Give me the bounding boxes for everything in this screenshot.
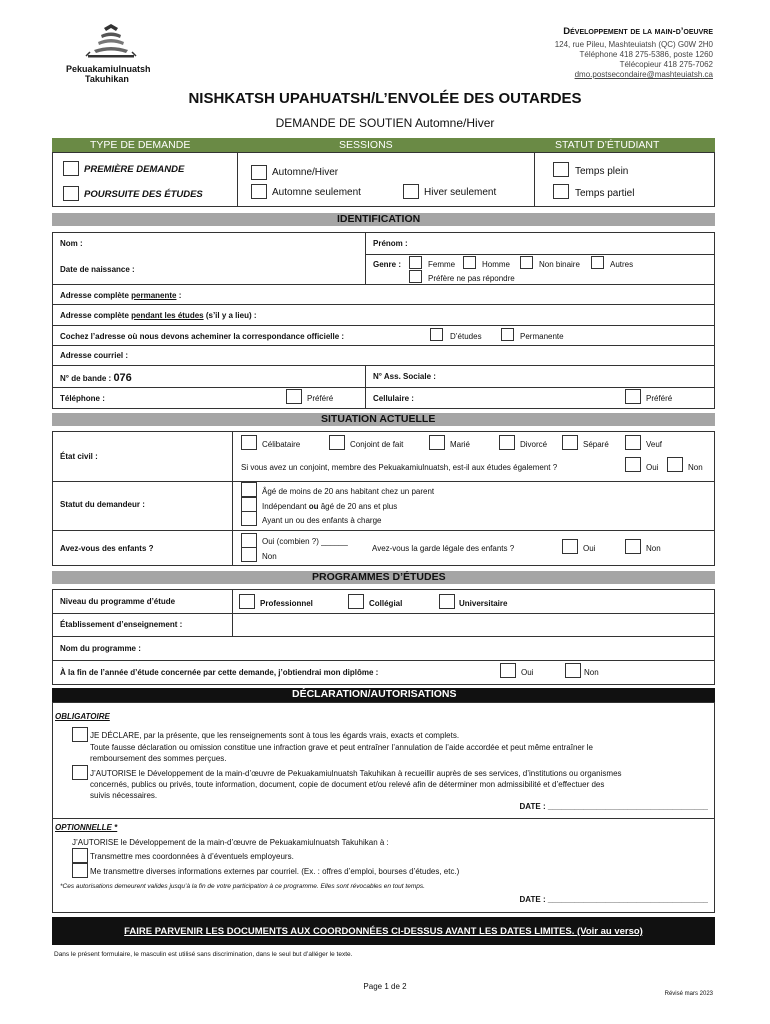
- autres-checkbox[interactable]: [591, 256, 604, 269]
- programmes-heading: PROGRAMMES D’ÉTUDES: [312, 571, 446, 583]
- optional-intro: J’AUTORISE le Développement de la main-d’œuvre de Pekuakamiulnuatsh Takuhikan à :: [72, 838, 389, 847]
- org-logo: [76, 22, 146, 62]
- statut-2-checkbox[interactable]: [241, 497, 257, 512]
- telephone-label: Téléphone :: [60, 394, 105, 403]
- universitaire-checkbox[interactable]: [439, 594, 455, 609]
- autres-label: Autres: [610, 260, 634, 269]
- nom-label: Nom :: [60, 239, 83, 248]
- diplome-question: À la fin de l’année d’étude concernée par cette demande, j’obtiendrai mon diplôme :: [60, 668, 379, 677]
- identification-table: [52, 232, 715, 409]
- fall-winter-label: Automne/Hiver: [272, 167, 339, 178]
- addr-perm-label: Adresse complète permanente :: [60, 291, 182, 300]
- cell-prefere-label: Préféré: [646, 394, 673, 403]
- winter-only-checkbox[interactable]: [403, 184, 419, 199]
- statut-3-label: Ayant un ou des enfants à charge: [262, 516, 382, 525]
- separe-label: Séparé: [583, 440, 609, 449]
- footer-banner-text: FAIRE PARVENIR LES DOCUMENTS AUX COORDONNÉES CI-DESSUS AVANT LES DATES LIMITES. (Voir au verso): [124, 926, 643, 937]
- authorize-line-3: suivis nécessaires.: [90, 791, 158, 800]
- niveau-label: Niveau du programme d’étude: [60, 597, 176, 606]
- identification-bar: [52, 213, 715, 226]
- cellulaire-label: Cellulaire :: [373, 394, 414, 403]
- marie-label: Marié: [450, 440, 471, 449]
- org-name-1: Pekuakamiulnuatsh: [66, 64, 151, 74]
- garde-question: Avez-vous la garde légale des enfants ?: [372, 544, 515, 553]
- optional-note: *Ces autorisations demeurent valides jusqu’à la fin de votre participation à ce programme. Elles sont révocables en tout temps.: [60, 883, 425, 890]
- prefere-ne-pas-label: Préfère ne pas répondre: [428, 274, 515, 283]
- situation-bar: [52, 413, 715, 426]
- optional-2-label: Me transmettre diverses informations externes par courriel. (Ex. : offres d’emploi, bourses d’études, etc.): [90, 867, 460, 876]
- enfants-oui-checkbox[interactable]: [241, 533, 257, 548]
- continuation-label: POURSUITE DES ÉTUDES: [84, 189, 203, 200]
- veuf-label: Veuf: [646, 440, 663, 449]
- garde-non-label: Non: [646, 544, 661, 553]
- spouse-non-checkbox[interactable]: [667, 457, 683, 472]
- declaration-heading: DÉCLARATION/AUTORISATIONS: [292, 688, 457, 700]
- non-binaire-label: Non binaire: [539, 260, 580, 269]
- full-time-label: Temps plein: [575, 166, 629, 177]
- professionnel-label: Professionnel: [260, 599, 313, 608]
- page-title: NISHKATSH UPAHUATSH/L’ENVOLÉE DES OUTARDES: [188, 90, 582, 107]
- declare-line-3: remboursement des sommes perçues.: [90, 754, 227, 763]
- gender-note: Dans le présent formulaire, le masculin est utilisé sans discrimination, dans le seul but d’alléger le texte.: [54, 951, 353, 958]
- revised-date: Révisé mars 2023: [664, 991, 713, 997]
- garde-non-checkbox[interactable]: [625, 539, 641, 554]
- addr-during-label: Adresse complète pendant les études (s’il y a lieu) :: [60, 311, 257, 320]
- diplome-non-label: Non: [584, 668, 599, 677]
- enfants-non-checkbox[interactable]: [241, 547, 257, 562]
- garde-oui-checkbox[interactable]: [562, 539, 578, 554]
- statut-1-label: Âgé de moins de 20 ans habitant chez un parent: [262, 487, 435, 496]
- diplome-oui-label: Oui: [521, 668, 534, 677]
- divorce-checkbox[interactable]: [499, 435, 515, 450]
- divorce-label: Divorcé: [520, 440, 548, 449]
- etablissement-label: Établissement d’enseignement :: [60, 620, 183, 629]
- statut-label: Statut du demandeur :: [60, 500, 145, 509]
- fall-only-label: Automne seulement: [272, 187, 361, 198]
- fax: Télécopieur 418 275-7062: [619, 60, 713, 69]
- femme-label: Femme: [428, 260, 456, 269]
- mail-etudes-label: D’études: [450, 332, 482, 341]
- date-field-2[interactable]: DATE : ____________________________________: [519, 895, 708, 904]
- enfants-label: Avez-vous des enfants ?: [60, 544, 154, 553]
- mail-etudes-checkbox[interactable]: [430, 328, 443, 341]
- garde-oui-label: Oui: [583, 544, 596, 553]
- request-header: [52, 138, 715, 152]
- winter-only-label: Hiver seulement: [424, 187, 497, 198]
- phone: Téléphone 418 275-5386, poste 1260: [579, 50, 713, 59]
- collegial-checkbox[interactable]: [348, 594, 364, 609]
- bande-value: 076: [113, 372, 132, 384]
- mail-permanente-checkbox[interactable]: [501, 328, 514, 341]
- fall-only-checkbox[interactable]: [251, 184, 267, 199]
- celibataire-label: Célibataire: [262, 440, 301, 449]
- declaration-bar: [52, 688, 715, 702]
- genre-label: Genre :: [373, 260, 402, 269]
- celibataire-checkbox[interactable]: [241, 435, 257, 450]
- optionnelle-label: OPTIONNELLE *: [55, 823, 118, 832]
- homme-checkbox[interactable]: [463, 256, 476, 269]
- email-link[interactable]: dmo.postsecondaire@mashteuiatsh.ca: [574, 70, 713, 79]
- tel-prefere-checkbox[interactable]: [286, 389, 302, 404]
- diplome-non-checkbox[interactable]: [565, 663, 581, 678]
- mail-question: Cochez l’adresse où nous devons acheminer la correspondance officielle :: [60, 332, 345, 341]
- spouse-oui-checkbox[interactable]: [625, 457, 641, 472]
- optional-1-checkbox[interactable]: [72, 848, 88, 863]
- optional-1-label: Transmettre mes coordonnées à d’éventuels employeurs.: [90, 852, 294, 861]
- dept-title: Développement de la main-d’oeuvre: [563, 26, 713, 37]
- org-name-2: Takuhikan: [85, 74, 129, 84]
- authorize-checkbox[interactable]: [72, 765, 88, 780]
- declare-line-1: JE DÉCLARE, par la présente, que les renseignements sont à tous les égards vrais, exacts et complets.: [90, 731, 460, 740]
- authorize-line-2: concernés, publics ou privés, toute information, document, copie de document et/ou relevé afin de déterminer mon admissibilité et d’effectuer des: [90, 780, 605, 789]
- enfants-non-label: Non: [262, 552, 277, 561]
- spouse-non-label: Non: [688, 463, 703, 472]
- veuf-checkbox[interactable]: [625, 435, 641, 450]
- femme-checkbox[interactable]: [409, 256, 422, 269]
- obligatoire-label: OBLIGATOIRE: [55, 712, 110, 721]
- col-type-label: TYPE DE DEMANDE: [90, 139, 191, 151]
- declare-checkbox[interactable]: [72, 727, 88, 742]
- part-time-label: Temps partiel: [575, 188, 635, 199]
- courriel-label: Adresse courriel :: [60, 351, 129, 360]
- dob-label: Date de naissance :: [60, 265, 135, 274]
- first-request-checkbox[interactable]: [63, 161, 79, 176]
- nas-label: N° Ass. Sociale :: [373, 372, 436, 381]
- separe-checkbox[interactable]: [562, 435, 578, 450]
- prenom-label: Prénom :: [373, 239, 408, 248]
- declare-line-2: Toute fausse déclaration ou omission constitue une infraction grave et peut entraîner l’annulation de l’aide accordée et peut même entraîner le: [90, 743, 593, 752]
- professionnel-checkbox[interactable]: [239, 594, 255, 609]
- optional-2-checkbox[interactable]: [72, 863, 88, 878]
- first-request-label: PREMIÈRE DEMANDE: [84, 164, 185, 175]
- situation-heading: SITUATION ACTUELLE: [321, 413, 436, 425]
- conjoint-checkbox[interactable]: [329, 435, 345, 450]
- identification-heading: IDENTIFICATION: [337, 213, 421, 225]
- continuation-checkbox[interactable]: [63, 186, 79, 201]
- homme-label: Homme: [482, 260, 511, 269]
- nom-programme-label: Nom du programme :: [60, 644, 141, 653]
- date-field-1[interactable]: DATE : ____________________________________: [519, 802, 708, 811]
- conjoint-label: Conjoint de fait: [350, 440, 404, 449]
- spouse-oui-label: Oui: [646, 463, 659, 472]
- page-subtitle: DEMANDE DE SOUTIEN Automne/Hiver: [275, 116, 495, 130]
- part-time-checkbox[interactable]: [553, 184, 569, 199]
- fall-winter-checkbox[interactable]: [251, 165, 267, 180]
- address: 124, rue Pileu, Mashteuiatsh (QC) G0W 2H0: [554, 40, 713, 49]
- marie-checkbox[interactable]: [429, 435, 445, 450]
- prefere-ne-pas-checkbox[interactable]: [409, 270, 422, 283]
- statut-2-label: Indépendant ou âgé de 20 ans et plus: [262, 502, 398, 511]
- full-time-checkbox[interactable]: [553, 162, 569, 177]
- programmes-bar: [52, 571, 715, 584]
- statut-3-checkbox[interactable]: [241, 511, 257, 526]
- etat-civil-label: État civil :: [60, 452, 98, 461]
- universitaire-label: Universitaire: [459, 599, 508, 608]
- spouse-question: Si vous avez un conjoint, membre des Pekuakamiulnuatsh, est-il aux études également ?: [241, 463, 558, 472]
- col-sessions-label: SESSIONS: [339, 139, 393, 151]
- col-status-label: STATUT D’ÉTUDIANT: [555, 139, 660, 151]
- page-number: Page 1 de 2: [363, 982, 407, 991]
- diplome-oui-checkbox[interactable]: [500, 663, 516, 678]
- mail-permanente-label: Permanente: [520, 332, 564, 341]
- collegial-label: Collégial: [369, 599, 403, 608]
- authorize-line-1: J’AUTORISE le Développement de la main-d’œuvre de Pekuakamiulnuatsh Takuhikan à recueillir auprès de ses services, d’institutions ou organismes: [90, 769, 622, 778]
- tel-prefere-label: Préféré: [307, 394, 334, 403]
- non-binaire-checkbox[interactable]: [520, 256, 533, 269]
- statut-1-checkbox[interactable]: [241, 482, 257, 497]
- footer-banner: [52, 917, 715, 945]
- enfants-oui-label: Oui (combien ?) ______: [262, 537, 348, 546]
- bande-label: N° de bande : 076: [60, 372, 132, 384]
- cell-prefere-checkbox[interactable]: [625, 389, 641, 404]
